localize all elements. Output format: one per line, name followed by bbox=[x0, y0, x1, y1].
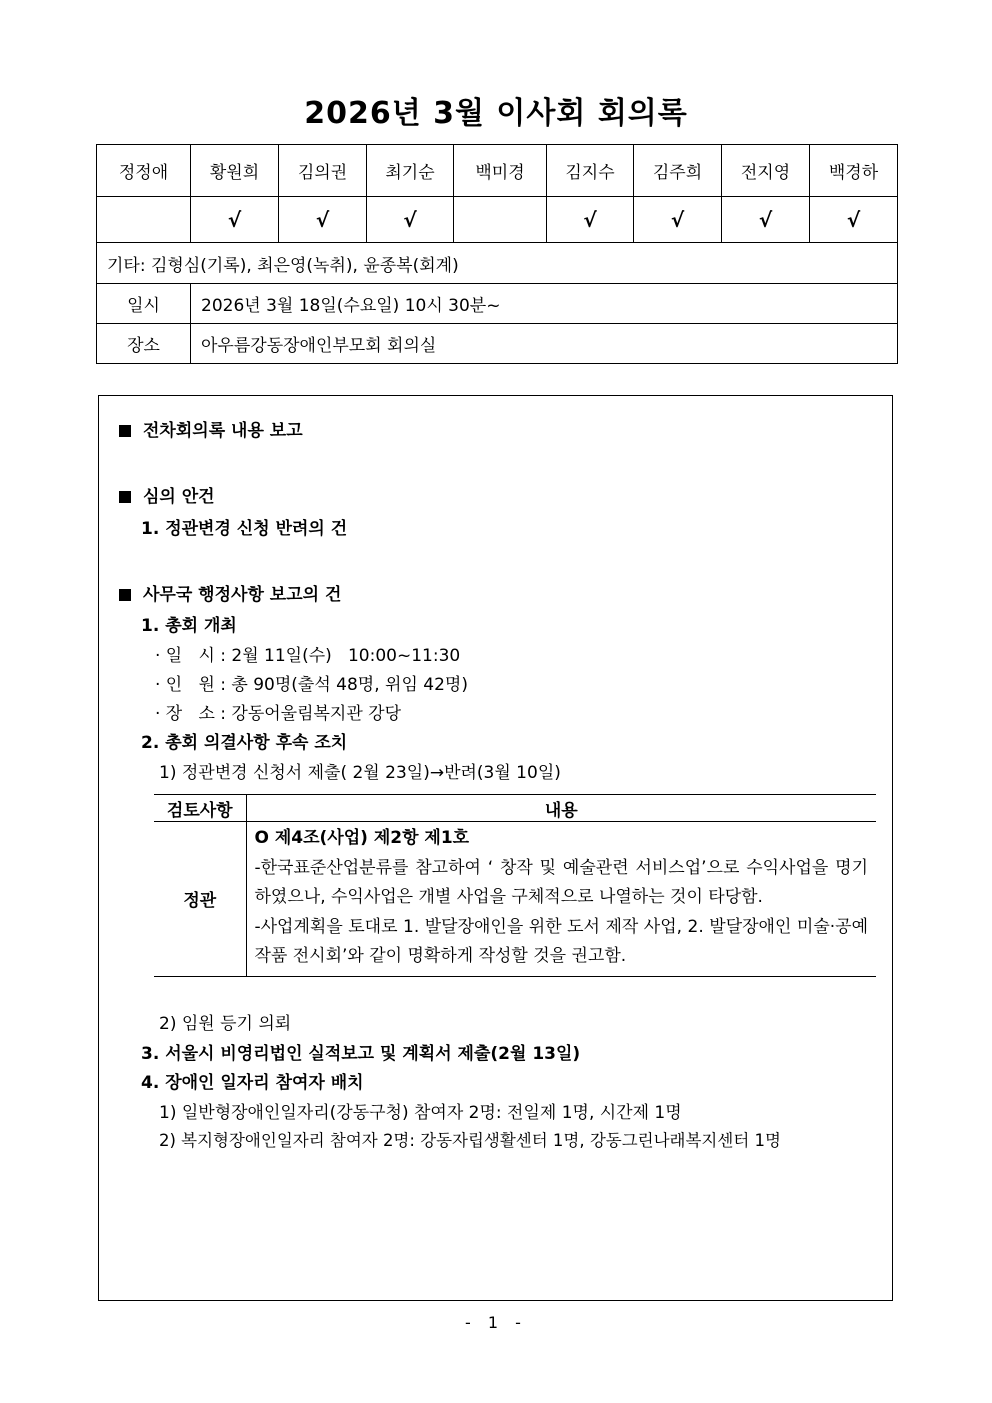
square-bullet-icon bbox=[119, 491, 131, 503]
attendance-mark: √ bbox=[810, 197, 898, 243]
attendance-mark: √ bbox=[634, 197, 722, 243]
attendance-mark: √ bbox=[367, 197, 454, 243]
page-number: - 1 - bbox=[465, 1313, 527, 1332]
other-attendees: 기타: 김형심(기록), 최은영(녹취), 윤종복(회계) bbox=[97, 243, 898, 284]
attendance-mark bbox=[97, 197, 191, 243]
meeting-people-line: · 인 원 : 총 90명(출석 48명, 위임 42명) bbox=[155, 675, 468, 695]
report-item: 4. 장애인 일자리 참여자 배치 bbox=[141, 1073, 364, 1093]
attendee-name: 김주희 bbox=[634, 145, 722, 197]
meeting-place-line: · 장 소 : 강동어울림복지관 강당 bbox=[155, 704, 402, 724]
document-title: 2026년 3월 이사회 회의록 bbox=[304, 96, 688, 131]
sub-item: 1) 정관변경 신청서 제출( 2월 23일)→반려(3월 10일) bbox=[159, 763, 561, 783]
attendee-name: 백경하 bbox=[810, 145, 898, 197]
attendee-name: 정정애 bbox=[97, 145, 191, 197]
attendee-name: 김지수 bbox=[547, 145, 634, 197]
review-column-header: 내용 bbox=[246, 795, 876, 822]
review-content bbox=[247, 822, 877, 976]
sub-item: 2) 임원 등기 의뢰 bbox=[159, 1014, 292, 1034]
attendance-mark: √ bbox=[279, 197, 367, 243]
attendance-mark: √ bbox=[722, 197, 810, 243]
attendance-mark: √ bbox=[191, 197, 279, 243]
attendee-name-row bbox=[97, 145, 898, 197]
minutes-content-box bbox=[98, 395, 893, 1301]
sub-item: 2) 복지형장애인일자리 참여자 2명: 강동자립생활센터 1명, 강동그린나래복지센터 1명 bbox=[159, 1131, 781, 1150]
review-column-header: 검토사항 bbox=[154, 795, 246, 822]
attendee-name: 황원희 bbox=[191, 145, 279, 197]
report-item: 3. 서울시 비영리법인 실적보고 및 계획서 제출(2월 13일) bbox=[141, 1044, 581, 1064]
review-paragraph: -사업계획을 토대로 1. 발달장애인을 위한 도서 제작 사업, 2. 발달장애인 미술·공예작품 전시회’와 같이 명확하게 작성할 것을 권고함. bbox=[254, 916, 868, 966]
attendance-mark bbox=[454, 197, 547, 243]
review-table bbox=[154, 794, 876, 977]
square-bullet-icon bbox=[119, 425, 131, 437]
report-item: 2. 총회 의결사항 후속 조치 bbox=[141, 733, 348, 753]
section-heading: 심의 안건 bbox=[119, 482, 215, 507]
section-heading: 사무국 행정사항 보고의 건 bbox=[119, 580, 341, 605]
review-row-label: 정관 bbox=[154, 822, 246, 977]
attendee-name: 백미경 bbox=[454, 145, 547, 197]
attendance-table bbox=[96, 144, 898, 364]
agenda-item: 1. 정관변경 신청 반려의 건 bbox=[141, 519, 348, 539]
attendee-name: 전지영 bbox=[722, 145, 810, 197]
square-bullet-icon bbox=[119, 589, 131, 601]
attendance-mark: √ bbox=[547, 197, 634, 243]
meeting-date-line: · 일 시 : 2월 11일(수) 10:00~11:30 bbox=[155, 646, 461, 666]
date-label: 일시 bbox=[97, 284, 191, 324]
date-value: 2026년 3월 18일(수요일) 10시 30분~ bbox=[191, 284, 898, 324]
sub-item: 1) 일반형장애인일자리(강동구청) 참여자 2명: 전일제 1명, 시간제 1명 bbox=[159, 1103, 682, 1123]
review-heading: O 제4조(사업) 제2항 제1호 bbox=[254, 828, 470, 848]
review-paragraph: -한국표준산업분류를 참고하여 ‘ 창작 및 예술관련 서비스업’으로 수익사업을 명기하였으나, 수익사업은 개별 사업을 구체적으로 나열하는 것이 타당함. bbox=[254, 857, 868, 907]
attendee-name: 김의권 bbox=[279, 145, 367, 197]
place-value: 아우름강동장애인부모회 회의실 bbox=[191, 324, 898, 364]
place-label: 장소 bbox=[97, 324, 191, 364]
attendee-name: 최기순 bbox=[367, 145, 454, 197]
section-heading: 전차회의록 내용 보고 bbox=[119, 416, 303, 441]
report-item: 1. 총회 개최 bbox=[141, 616, 237, 636]
attendance-mark-row bbox=[97, 197, 898, 243]
